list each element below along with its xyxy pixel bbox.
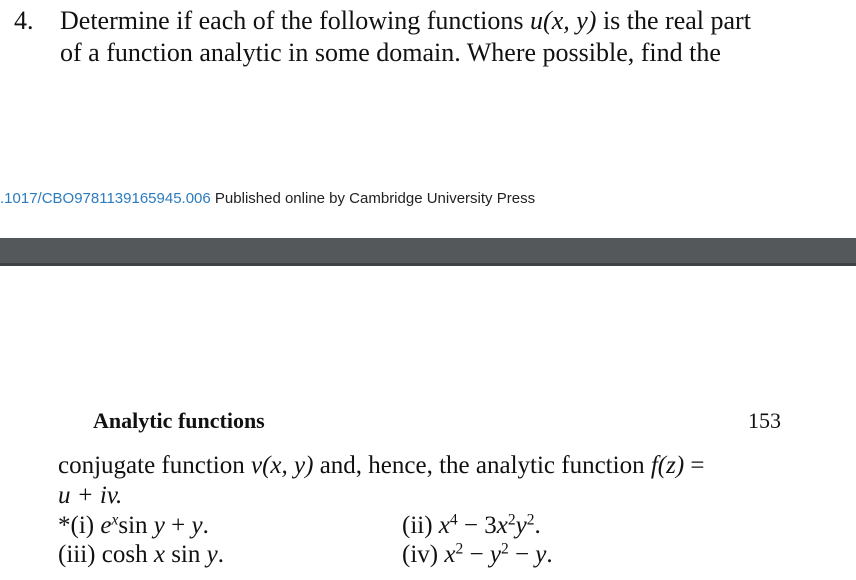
math-var: y xyxy=(489,541,501,568)
math-op: + xyxy=(164,512,192,539)
exercise-item-ii xyxy=(402,512,541,540)
math-text: cosh xyxy=(101,541,154,568)
item-label: *(i) xyxy=(58,512,101,539)
continuation-line-2: u + iv. xyxy=(58,482,123,509)
page-number: 153 xyxy=(748,408,781,433)
math-var: x xyxy=(496,512,508,539)
math-var: y xyxy=(515,512,527,539)
math-text: sin xyxy=(118,512,154,539)
text-segment: and, hence, the analytic function xyxy=(313,452,651,479)
item-label: (iii) xyxy=(58,541,102,568)
doi-link[interactable]: .1017/CBO9781139165945.006 xyxy=(0,190,211,207)
continuation-line-1 xyxy=(58,452,705,480)
item-label: (iv) xyxy=(402,541,445,568)
problem-number: 4. xyxy=(14,6,34,35)
function-args: (x, y) xyxy=(543,6,597,35)
running-head: Analytic functions xyxy=(93,408,265,433)
math-text: sin xyxy=(164,541,207,568)
math-var: y xyxy=(191,512,203,539)
math-end: . xyxy=(546,541,553,568)
problem-text-segment: is the real part xyxy=(596,6,751,35)
function-v: v xyxy=(251,452,263,479)
math-end: . xyxy=(202,512,209,539)
math-var: x xyxy=(438,512,450,539)
equals-sign: = xyxy=(684,452,705,479)
math-op: − 3 xyxy=(457,512,497,539)
problem-text-segment: Determine if each of the following functions xyxy=(60,6,531,35)
math-sup: 2 xyxy=(455,540,464,558)
function-args: (x, y) xyxy=(262,452,314,479)
math-var: x xyxy=(444,541,456,568)
math-sup: 2 xyxy=(526,511,535,529)
math-op: − xyxy=(508,541,536,568)
exercise-item-iv xyxy=(402,541,553,569)
function-u: u xyxy=(530,6,544,35)
math-end: . xyxy=(534,512,541,539)
divider-edge xyxy=(0,263,856,266)
function-f: f xyxy=(650,452,658,479)
math-op: − xyxy=(463,541,490,568)
item-label: (ii) xyxy=(402,512,439,539)
page-divider-bar xyxy=(0,238,856,266)
citation-footer xyxy=(0,190,535,207)
math-var: y xyxy=(206,541,218,568)
text-segment: conjugate function xyxy=(58,452,251,479)
math-var: y xyxy=(535,541,547,568)
problem-text-line-1 xyxy=(60,6,751,36)
math-var: x xyxy=(153,541,165,568)
math-end: . xyxy=(217,541,224,568)
exercise-item-iii xyxy=(58,541,224,569)
publisher-text: Published online by Cambridge University Press xyxy=(210,190,536,207)
math-e: e xyxy=(100,512,112,539)
problem-text-line-2: of a function analytic in some domain. Where possible, find the xyxy=(60,38,721,67)
exercise-item-i xyxy=(58,512,209,540)
function-args: (z) xyxy=(657,452,685,479)
math-sup: 4 xyxy=(449,511,458,529)
math-var: y xyxy=(153,512,165,539)
math-sup: 2 xyxy=(507,511,516,529)
math-sup: 2 xyxy=(500,540,509,558)
math-sup: x xyxy=(111,511,119,529)
